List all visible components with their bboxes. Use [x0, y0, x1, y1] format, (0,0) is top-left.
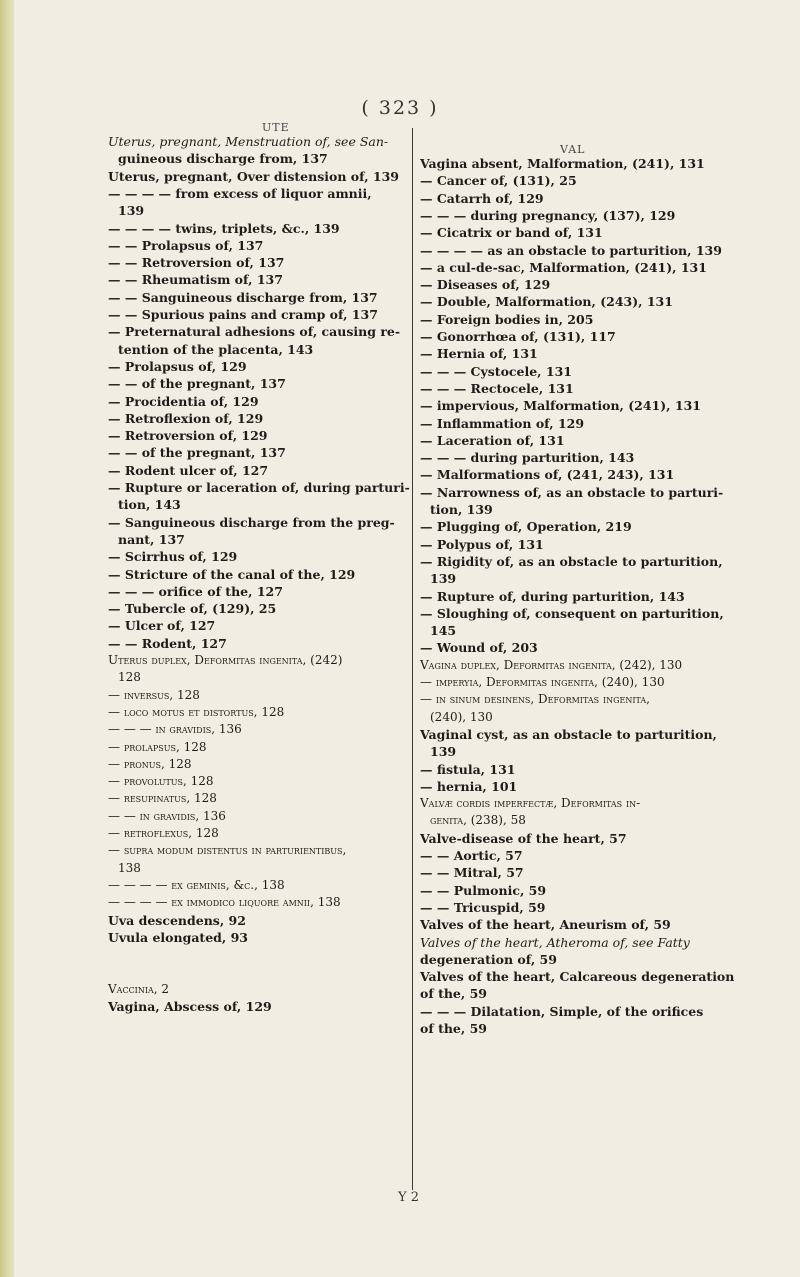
index-entry: tion, 139	[430, 502, 493, 517]
index-entry: — Plugging of, Operation, 219	[420, 519, 632, 535]
index-entry: Valves of the heart, Atheroma of, see Fatty	[420, 934, 690, 950]
index-entry: Vaginal cyst, as an obstacle to parturition,	[420, 726, 717, 742]
index-entry: — a cul-de-sac, Malformation, (241), 131	[420, 259, 707, 275]
index-entry: — — Rodent, 127	[108, 635, 227, 651]
index-entry: — Inflammation of, 129	[420, 415, 585, 431]
index-entry: — Ulcer of, 127	[108, 618, 216, 634]
index-entry: Valvæ cordis imperfectæ, Deformitas in-	[420, 796, 641, 811]
index-entry: — — — in gravidis, 136	[108, 722, 242, 737]
index-entry: — loco motus et distortus, 128	[108, 704, 285, 719]
index-entry: degeneration of, 59	[420, 951, 557, 967]
index-entry: — — Tricuspid, 59	[420, 899, 546, 915]
index-entry: 139	[430, 744, 457, 760]
index-entry: Valves of the heart, Calcareous degeneration	[420, 969, 735, 985]
index-entry: — inversus, 128	[108, 687, 200, 702]
index-entry: — Polypus of, 131	[420, 536, 544, 552]
index-entry: nant, 137	[118, 531, 185, 547]
index-entry: Uva descendens, 92	[108, 912, 246, 928]
index-entry: 128	[118, 670, 141, 685]
index-entry: — — — during parturition, 143	[420, 450, 635, 466]
index-entry: — — — — as an obstacle to parturition, 139	[420, 242, 722, 258]
index-entry: — Diseases of, 129	[420, 277, 551, 293]
left-running-head: UTE	[262, 121, 290, 134]
index-entry: Vagina absent, Malformation, (241), 131	[420, 156, 705, 171]
index-entry: Vagina, Abscess of, 129	[108, 999, 272, 1014]
index-entry: — Retroversion of, 129	[108, 428, 268, 444]
index-entry: — hernia, 101	[420, 778, 518, 794]
index-entry: — — — — ex geminis, &c., 138	[108, 877, 285, 892]
index-entry: — Cicatrix or band of, 131	[420, 225, 603, 241]
index-entry: — Stricture of the canal of the, 129	[108, 566, 356, 582]
index-entry: — — — Rectocele, 131	[420, 380, 574, 396]
index-entry: — provolutus, 128	[108, 774, 214, 789]
index-entry: — Gonorrhœa of, (131), 117	[420, 329, 616, 344]
index-entry: — Narrowness of, as an obstacle to parturi-	[420, 484, 724, 500]
index-entry: — Scirrhus of, 129	[108, 549, 238, 565]
index-entry: — Sloughing of, consequent on parturition,	[420, 605, 724, 621]
index-entry: — — Aortic, 57	[420, 848, 523, 863]
index-entry: — — Retroversion of, 137	[108, 255, 285, 271]
index-entry: — prolapsus, 128	[108, 739, 207, 754]
index-entry: — Rigidity of, as an obstacle to parturition,	[420, 553, 723, 569]
index-entry: — — — orifice of the, 127	[108, 583, 283, 599]
index-entry: genita, (238), 58	[430, 813, 526, 828]
index-entry: — Sanguineous discharge from the preg-	[108, 514, 395, 530]
index-entry: — — Prolapsus of, 137	[108, 237, 264, 253]
index-entry: — — — during pregnancy, (137), 129	[420, 207, 676, 223]
index-entry: Vaccinia, 2	[108, 981, 170, 996]
index-entry: — — Mitral, 57	[420, 865, 524, 881]
index-entry: — Preternatural adhesions of, causing re-	[108, 324, 401, 340]
index-entry: — Rupture of, during parturition, 143	[420, 588, 685, 604]
index-entry: — Laceration of, 131	[420, 432, 565, 448]
index-entry: — retroflexus, 128	[108, 826, 219, 840]
index-entry: — — Sanguineous discharge from, 137	[108, 289, 378, 305]
index-entry: — — — — from excess of liquor amnii,	[108, 185, 372, 201]
index-entry: — Catarrh of, 129	[420, 190, 544, 206]
index-entry: — — of the pregnant, 137	[108, 376, 286, 392]
index-entry: (240), 130	[430, 709, 493, 724]
index-entry: — — Spurious pains and cramp of, 137	[108, 307, 378, 322]
index-entry: Vagina duplex, Deformitas ingenita, (242), 130	[420, 657, 683, 672]
index-entry: — impervious, Malformation, (241), 131	[420, 398, 701, 414]
column-divider	[412, 128, 413, 1190]
index-entry: — Cancer of, (131), 25	[420, 173, 577, 189]
index-entry: — imperyia, Deformitas ingenita, (240), 130	[420, 675, 665, 689]
index-entry: — — — Cystocele, 131	[420, 363, 572, 379]
right-running-head: VAL	[560, 143, 586, 156]
index-entry: — Prolapsus of, 129	[108, 358, 247, 374]
page-number: ( 323 )	[361, 97, 439, 119]
index-entry: Uterus duplex, Deformitas ingenita, (242)	[108, 653, 343, 667]
index-entry: — Hernia of, 131	[420, 346, 538, 362]
index-entry: 138	[118, 860, 141, 875]
index-entry: — — Pulmonic, 59	[420, 882, 547, 898]
index-entry: — Tubercle of, (129), 25	[108, 601, 277, 617]
index-entry: — Foreign bodies in, 205	[420, 311, 594, 327]
index-entry: — pronus, 128	[108, 756, 192, 771]
index-entry: — — of the pregnant, 137	[108, 445, 286, 461]
index-entry: Uterus, pregnant, Menstruation of, see San-	[108, 134, 389, 149]
index-entry: Valve-disease of the heart, 57	[420, 830, 627, 846]
index-entry: — supra modum distentus in parturientibus,	[108, 843, 347, 858]
signature-mark: Y 2	[398, 1190, 419, 1205]
index-entry: — — — — ex immodico liquore amnii, 138	[108, 895, 341, 910]
index-entry: — in sinum desinens, Deformitas ingenita,	[420, 692, 650, 707]
index-entry: — Procidentia of, 129	[108, 393, 259, 409]
index-entry: — — — Dilatation, Simple, of the orifices	[420, 1003, 704, 1019]
index-entry: — Retroflexion of, 129	[108, 410, 264, 426]
index-entry: tion, 143	[118, 497, 181, 513]
index-entry: of the, 59	[420, 1021, 487, 1036]
index-entry: — Double, Malformation, (243), 131	[420, 294, 673, 310]
index-entry: Valves of the heart, Aneurism of, 59	[420, 917, 671, 933]
index-entry: — — Rheumatism of, 137	[108, 272, 283, 288]
index-entry: — Rodent ulcer of, 127	[108, 462, 269, 478]
index-entry: — resupinatus, 128	[108, 791, 217, 806]
index-entry: Uvula elongated, 93	[108, 929, 248, 945]
index-entry: 139	[118, 203, 145, 219]
index-entry: 145	[430, 623, 457, 639]
index-entry: tention of the placenta, 143	[118, 341, 314, 357]
index-entry: — Malformations of, (241, 243), 131	[420, 467, 675, 483]
index-entry: 139	[430, 571, 457, 587]
index-entry: — fistula, 131	[420, 761, 516, 777]
index-entry: guineous discharge from, 137	[118, 151, 328, 167]
index-entry: — — in gravidis, 136	[108, 808, 226, 823]
index-entry: — Wound of, 203	[420, 640, 538, 656]
index-entry: — — — — twins, triplets, &c., 139	[108, 220, 340, 236]
index-entry: of the, 59	[420, 986, 487, 1002]
index-entry: — Rupture or laceration of, during parturi-	[108, 480, 410, 495]
index-entry: Uterus, pregnant, Over distension of, 139	[108, 168, 399, 184]
